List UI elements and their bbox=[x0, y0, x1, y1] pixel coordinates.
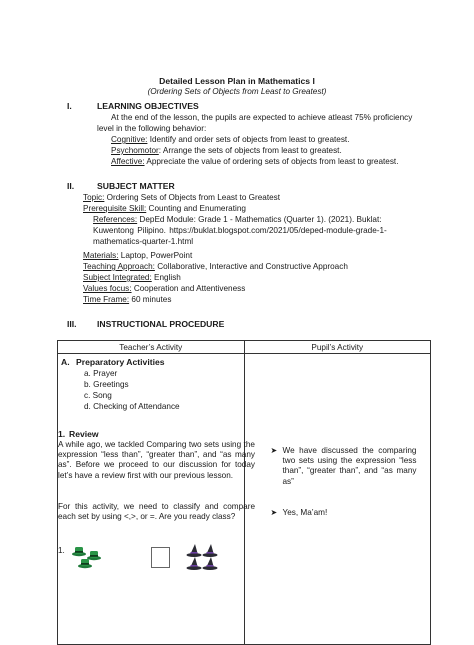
objectives-intro-line2: level in the following behavior: bbox=[97, 124, 207, 133]
materials-value: Laptop, PowerPoint bbox=[118, 251, 193, 260]
integrated-value: English bbox=[151, 273, 181, 282]
time-value: 60 minutes bbox=[129, 295, 172, 304]
approach-line bbox=[83, 262, 348, 272]
section-3-number: III. bbox=[67, 319, 77, 329]
witch-hat-icon bbox=[203, 557, 218, 570]
objectives-intro-line1: At the end of the lesson, the pupils are expected to achieve atleast 75% proficiency bbox=[111, 113, 413, 122]
prep-item-attendance: d. Checking of Attendance bbox=[84, 402, 180, 411]
procedure-table bbox=[57, 340, 431, 645]
witch-hat-icon bbox=[203, 544, 218, 557]
header-teacher-activity: Teacher’s Activity bbox=[58, 341, 245, 354]
materials-label: Materials: bbox=[83, 251, 119, 260]
values-value: Cooperation and Attentiveness bbox=[131, 284, 246, 293]
topic-value: Ordering Sets of Objects from Least to Greatest bbox=[104, 193, 281, 202]
prep-letter: A. bbox=[61, 357, 70, 367]
time-label: Time Frame: bbox=[83, 295, 130, 304]
prep-item-prayer: a. Prayer bbox=[84, 369, 118, 378]
green-hat-icon bbox=[78, 559, 92, 568]
prereq-line bbox=[83, 204, 246, 214]
document-title: Detailed Lesson Plan in Mathematics I bbox=[159, 76, 315, 86]
table-row bbox=[58, 354, 431, 645]
approach-label: Teaching Approach: bbox=[83, 262, 155, 271]
approach-value: Collaborative, Interactive and Constructive Approach bbox=[154, 262, 348, 271]
section-2-title: SUBJECT MATTER bbox=[97, 181, 175, 191]
activity-paragraph: For this activity, we need to classify and compare each set by using <,>, or =. Are you ready class? bbox=[58, 502, 255, 522]
topic-label: Topic: bbox=[83, 193, 105, 202]
pupil-activity-cell bbox=[244, 354, 431, 645]
green-hat-icon bbox=[87, 551, 101, 560]
table-header-row bbox=[58, 341, 431, 354]
witch-hat-set bbox=[186, 542, 226, 572]
section-3-title: INSTRUCTIONAL PROCEDURE bbox=[97, 319, 225, 329]
arrow-bullet-icon: ➤ bbox=[270, 446, 278, 455]
prep-title: Preparatory Activities bbox=[76, 357, 165, 367]
green-hat-set bbox=[71, 544, 111, 570]
references-line2: Kuwentong Pilipino. https://buklat.blogspot.com/2021/05/deped-module-grade-1- bbox=[93, 226, 387, 235]
pupil-response-ready: Yes, Ma’am! bbox=[282, 508, 328, 517]
witch-hat-icon bbox=[187, 544, 202, 557]
prep-item-song: c. Song bbox=[84, 391, 112, 400]
objective-label: Psychomotor bbox=[111, 146, 159, 155]
objective-psychomotor bbox=[111, 146, 342, 156]
header-pupil-activity: Pupil’s Activity bbox=[244, 341, 431, 354]
arrow-bullet-icon: ➤ bbox=[270, 508, 278, 517]
witch-hat-icon bbox=[187, 557, 202, 570]
section-1-number: I. bbox=[67, 101, 72, 111]
references-label: References: bbox=[93, 215, 138, 224]
objective-affective bbox=[111, 157, 398, 167]
objective-label: Affective: bbox=[111, 157, 145, 166]
time-line bbox=[83, 295, 171, 305]
section-1-title: LEARNING OBJECTIVES bbox=[97, 101, 199, 111]
objective-text: : Arrange the sets of objects from least to greatest. bbox=[158, 146, 342, 155]
prereq-label: Prerequisite Skill: bbox=[83, 204, 147, 213]
review-paragraph: A while ago, we tackled Comparing two sets using the expression “less than”, “greater than”, and “as many as”. Before we proceed to our discussion for today let’s have a review first with our previous lesson. bbox=[58, 440, 255, 480]
review-title: Review bbox=[69, 429, 99, 439]
values-label: Values focus: bbox=[83, 284, 132, 293]
topic-line bbox=[83, 193, 280, 203]
pupil-response-review: We have discussed the comparing two sets using the expression “less than”, “greater than”, and “as many as” bbox=[282, 446, 417, 486]
prereq-value: Counting and Enumerating bbox=[146, 204, 246, 213]
materials-line bbox=[83, 251, 192, 261]
objective-cognitive bbox=[111, 135, 349, 145]
references-line1 bbox=[93, 215, 382, 225]
review-number: 1. bbox=[58, 429, 66, 439]
values-line bbox=[83, 284, 245, 294]
integrated-line bbox=[83, 273, 181, 283]
integrated-label: Subject Integrated: bbox=[83, 273, 152, 282]
teacher-activity-cell bbox=[58, 354, 255, 645]
document-subtitle: (Ordering Sets of Objects from Least to Greatest) bbox=[147, 87, 327, 96]
item-number: 1. bbox=[58, 546, 65, 555]
objective-label: Cognitive: bbox=[111, 135, 148, 144]
green-hat-icon bbox=[72, 547, 86, 556]
references-value: DepEd Module: Grade 1 - Mathematics (Quarter 1). (2021). Buklat: bbox=[137, 215, 382, 224]
objective-text: Identify and order sets of objects from least to greatest. bbox=[147, 135, 350, 144]
objective-text: Appreciate the value of ordering sets of objects from least to greatest. bbox=[144, 157, 399, 166]
prep-item-greetings: b. Greetings bbox=[84, 380, 129, 389]
comparison-answer-box[interactable] bbox=[151, 547, 170, 568]
section-2-number: II. bbox=[67, 181, 75, 191]
references-line3: mathematics-quarter-1.html bbox=[93, 237, 194, 246]
